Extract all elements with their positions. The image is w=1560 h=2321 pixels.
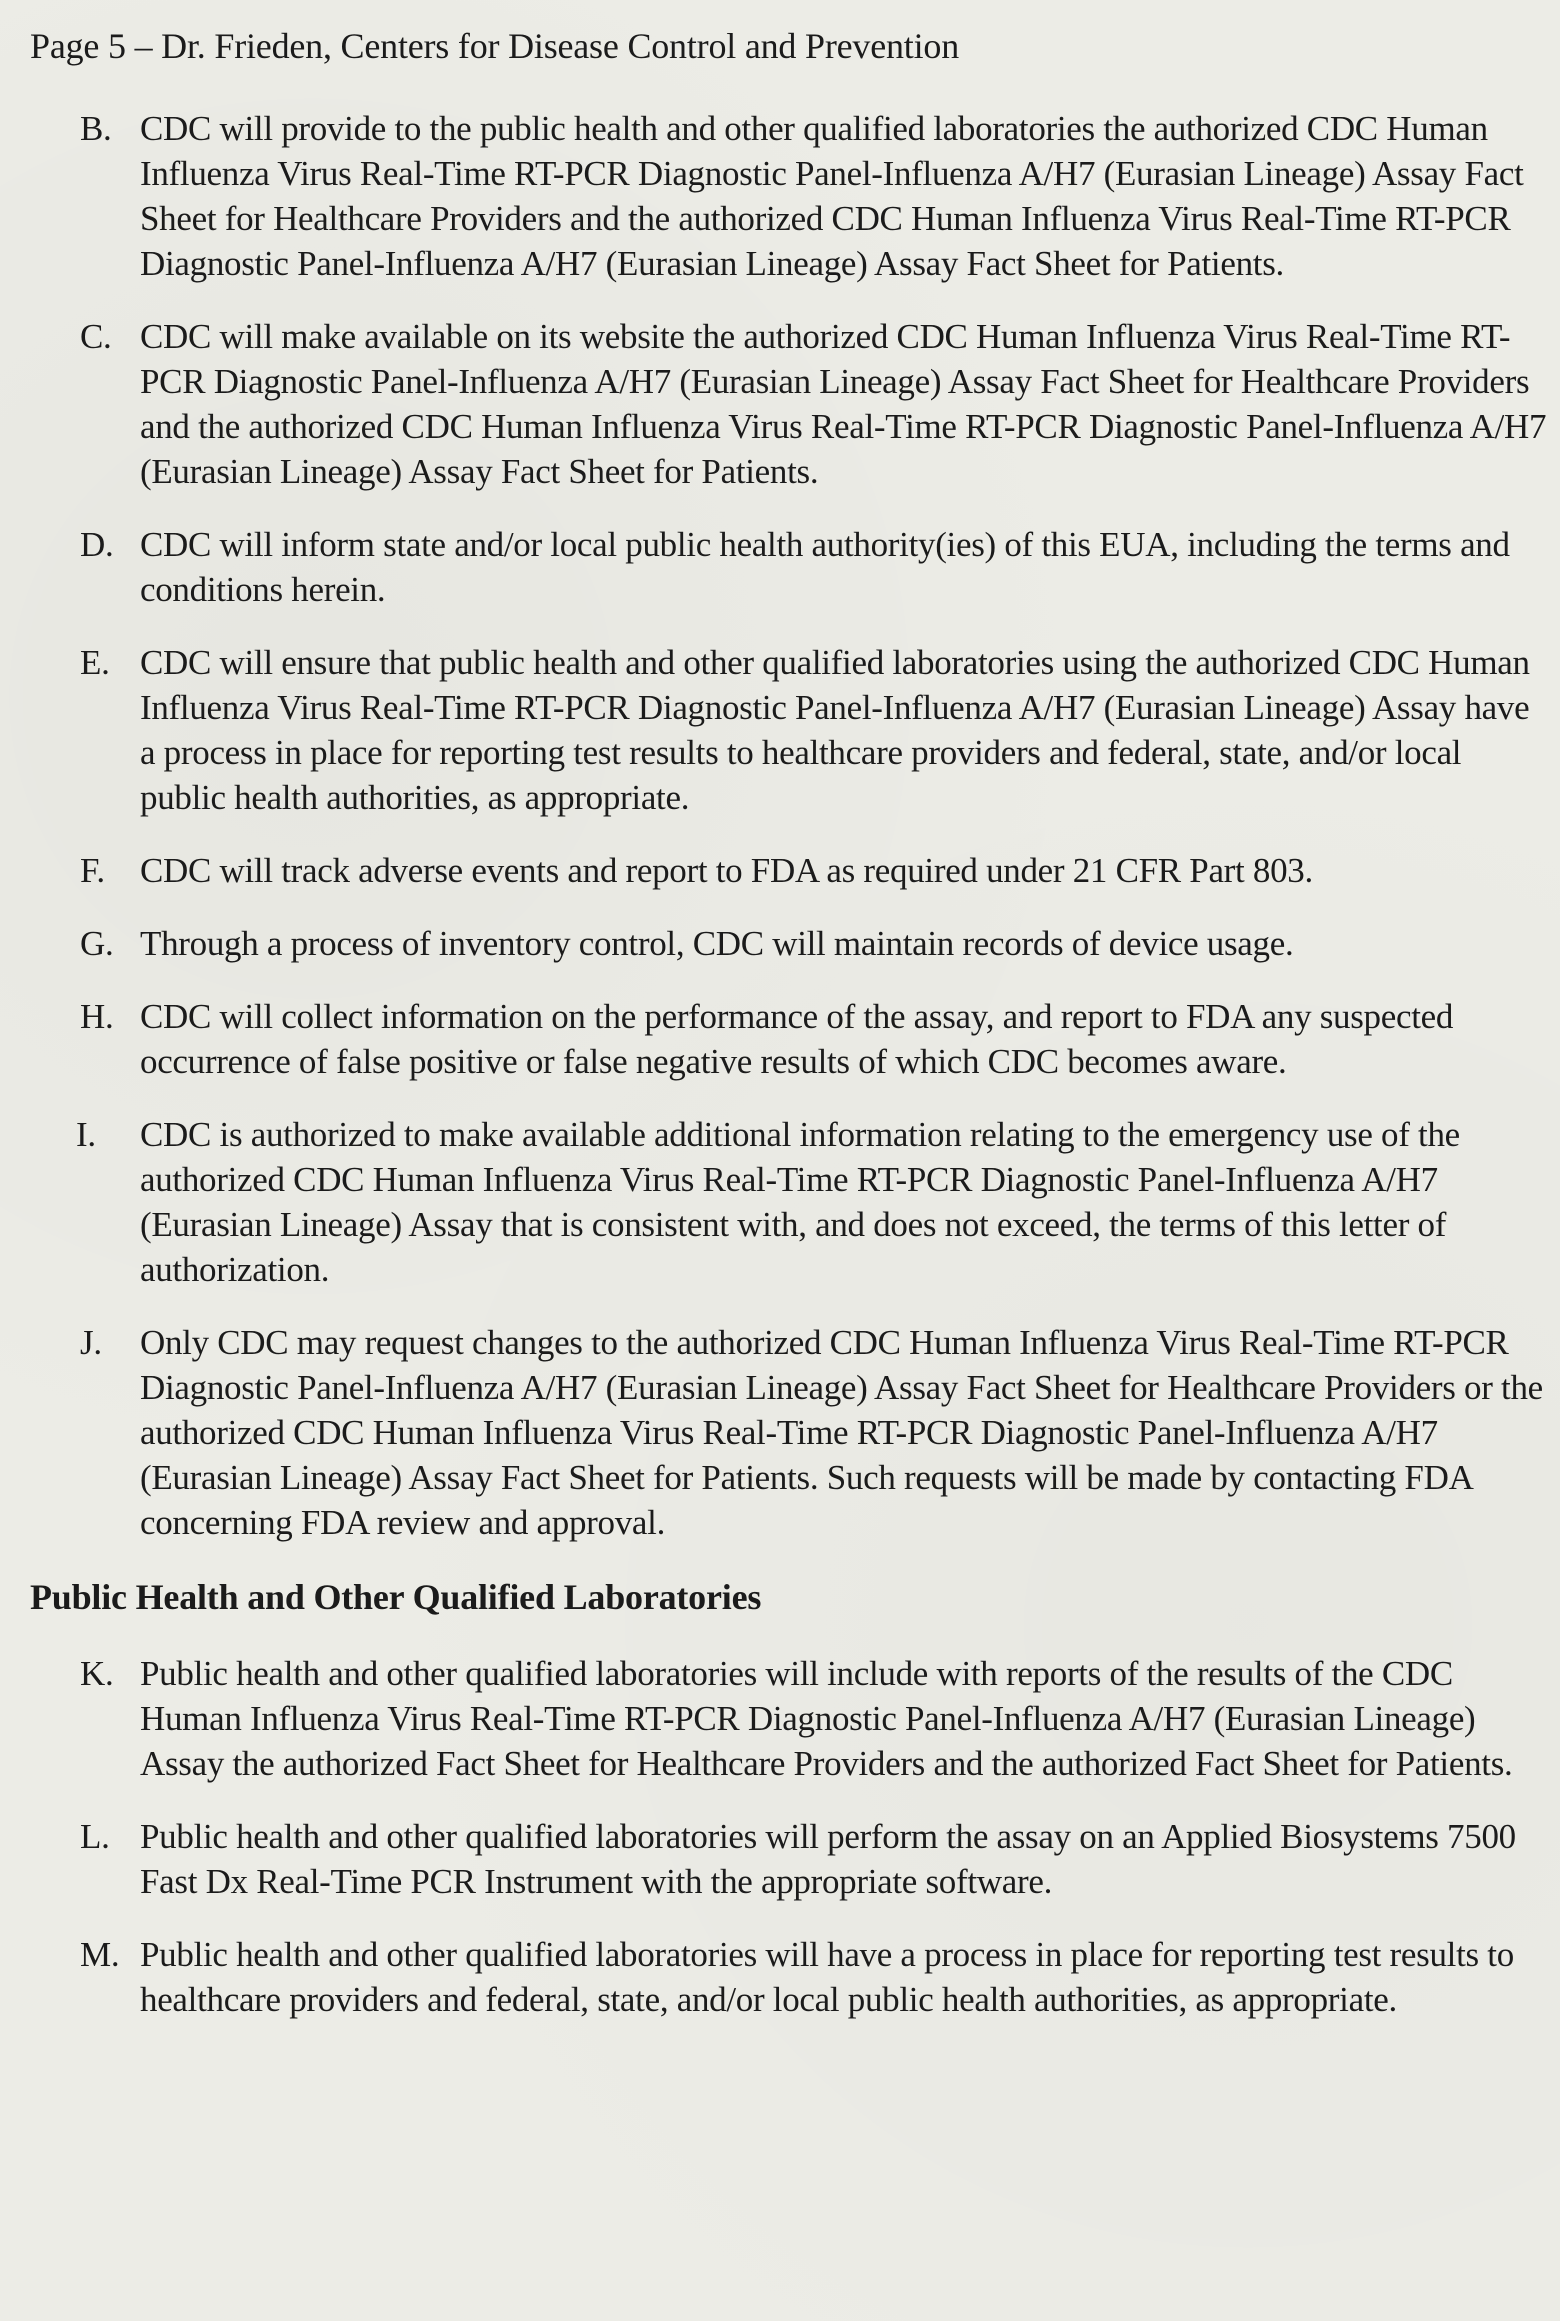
condition-list-cdc <box>30 106 1560 1545</box>
item-text: CDC will provide to the public health and other qualified laboratories the authorized CDC Human Influenza Virus Real-Time RT-PCR Diagnostic Panel-Influenza A/H7 (Eurasian Lineage) Assay Fact Sheet for Healthcare Providers and the authorized CDC Human Influenza Virus Real-Time RT-PCR Diagnostic Panel-Influenza A/H7 (Eurasian Lineage) Assay Fact Sheet for Patients. <box>140 109 1524 283</box>
item-text: Public health and other qualified laboratories will have a process in place for reporting test results to healthcare providers and federal, state, and/or local public health authorities, as appropriate. <box>140 1935 1514 2019</box>
item-letter: I. <box>76 1115 96 1154</box>
item-letter: G. <box>80 924 114 963</box>
item-letter: J. <box>80 1323 102 1362</box>
condition-item-i <box>30 1112 1550 1292</box>
condition-item-c <box>30 314 1550 494</box>
condition-item-k <box>30 1651 1550 1786</box>
item-text: CDC will ensure that public health and other qualified laboratories using the authorized CDC Human Influenza Virus Real-Time RT-PCR Diagnostic Panel-Influenza A/H7 (Eurasian Lineage) Assay have a process in place for reporting test results to healthcare providers and federal, state, and/or local public health authorities, as appropriate. <box>140 643 1530 817</box>
item-text: CDC is authorized to make available additional information relating to the emergency use of the authorized CDC Human Influenza Virus Real-Time RT-PCR Diagnostic Panel-Influenza A/H7 (Eurasian Lineage) Assay that is consistent with, and does not exceed, the terms of this letter of authorization. <box>140 1115 1460 1289</box>
item-text: CDC will track adverse events and report to FDA as required under 21 CFR Part 803. <box>140 851 1313 890</box>
item-text: Public health and other qualified laboratories will include with reports of the results of the CDC Human Influenza Virus Real-Time RT-PCR Diagnostic Panel-Influenza A/H7 (Eurasian Lineage) Assay the authorized Fact Sheet for Healthcare Providers and the authorized Fact Sheet for Patients. <box>140 1654 1513 1783</box>
page-header: Page 5 – Dr. Frieden, Centers for Disease Control and Prevention <box>30 26 960 66</box>
item-letter: F. <box>80 851 105 890</box>
item-letter: B. <box>80 109 112 148</box>
item-letter: H. <box>80 997 114 1036</box>
item-letter: E. <box>80 643 110 682</box>
condition-item-j <box>30 1320 1550 1545</box>
condition-item-b <box>30 106 1550 286</box>
condition-item-g <box>30 921 1550 966</box>
item-letter: M. <box>80 1935 120 1974</box>
item-text: CDC will make available on its website the authorized CDC Human Influenza Virus Real-Time RT-PCR Diagnostic Panel-Influenza A/H7 (Eurasian Lineage) Assay Fact Sheet for Healthcare Providers and the authorized CDC Human Influenza Virus Real-Time RT-PCR Diagnostic Panel-Influenza A/H7 (Eurasian Lineage) Assay Fact Sheet for Patients. <box>140 317 1547 491</box>
condition-item-l <box>30 1814 1550 1904</box>
condition-item-m <box>30 1932 1550 2022</box>
condition-list-laboratories <box>30 1651 1560 2022</box>
item-text: Through a process of inventory control, CDC will maintain records of device usage. <box>140 924 1294 963</box>
item-text: Public health and other qualified laboratories will perform the assay on an Applied Biosystems 7500 Fast Dx Real-Time PCR Instrument with the appropriate software. <box>140 1817 1516 1901</box>
section-heading: Public Health and Other Qualified Laboratories <box>30 1577 762 1617</box>
condition-item-e <box>30 640 1550 820</box>
item-letter: K. <box>80 1654 114 1693</box>
condition-item-h <box>30 994 1550 1084</box>
item-letter: C. <box>80 317 112 356</box>
item-letter: D. <box>80 525 114 564</box>
item-text: Only CDC may request changes to the authorized CDC Human Influenza Virus Real-Time RT-PCR Diagnostic Panel-Influenza A/H7 (Eurasian Lineage) Assay Fact Sheet for Healthcare Providers or the authorized CDC Human Influenza Virus Real-Time RT-PCR Diagnostic Panel-Influenza A/H7 (Eurasian Lineage) Assay Fact Sheet for Patients. Such requests will be made by contacting FDA concerning FDA review and approval. <box>140 1323 1543 1542</box>
item-letter: L. <box>80 1817 110 1856</box>
condition-item-f <box>30 848 1550 893</box>
condition-item-d <box>30 522 1550 612</box>
item-text: CDC will collect information on the performance of the assay, and report to FDA any suspected occurrence of false positive or false negative results of which CDC becomes aware. <box>140 997 1454 1081</box>
item-text: CDC will inform state and/or local public health authority(ies) of this EUA, including the terms and conditions herein. <box>140 525 1510 609</box>
